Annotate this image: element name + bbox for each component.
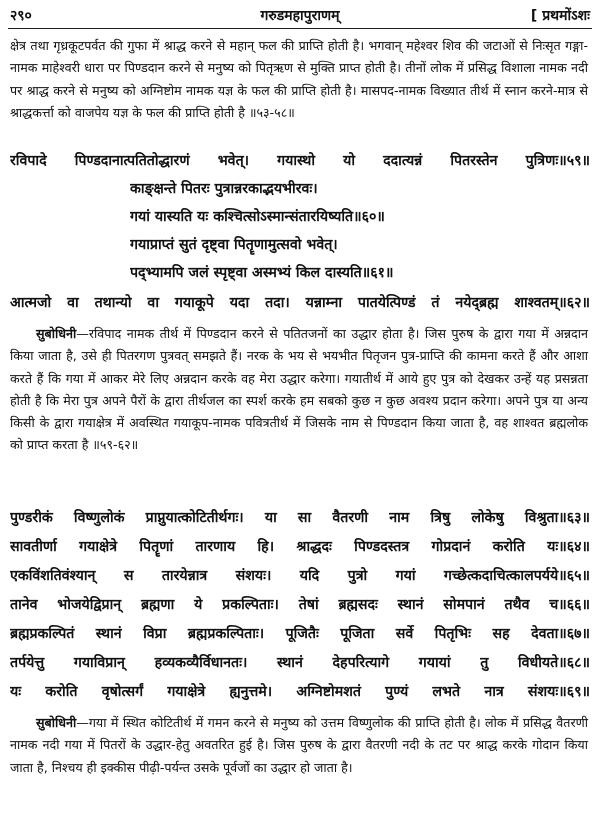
verse-line: तर्पयेत्तु गयाविप्रान् हव्यकव्यैर्विधानतः। स्थानं देहपरित्यागे गयायां तु विधीयते॥६८॥ [10,655,590,671]
commentary-label: सुबोधिनी [36,715,77,730]
commentary-label: सुबोधिनी [36,326,77,341]
verse-line: तानेव भोजयेद्विप्रान् ब्रह्मणा ये प्रकल्पिताः। तेषां ब्रह्मसदः स्थानं सोमपानं तथैव च॥६६॥ [10,597,590,613]
verse-line: गयाप्राप्तं सुतं दृष्ट्वा पितॄणामुत्सवो भवेत्। [130,237,338,253]
book-title: गरुडमहापुराणम् [260,8,340,24]
verse-line: सावतीर्णा गयाक्षेत्रे पितॄणां तारणाय हि। श्राद्धदः पिण्डदस्तत्र गोप्रदानं करोति यः॥६४॥ [10,539,590,555]
verse-line: पुण्डरीकं विष्णुलोकं प्राप्नुयात्कोटितीर्थगः। या सा वैतरणी नाम त्रिषु लोकेषु विश्रुता॥६३॥ [10,510,590,526]
page-number: २९० [10,8,32,24]
commentary-paragraph [10,323,588,457]
prose-paragraph: क्षेत्र तथा गृध्रकूटपर्वत की गुफा में श्राद्ध करने से महान् फल की प्राप्ति होती है। भगवान् महेश्वर शिव की जटाओं से निःसृत गङ्गा-नामक माहेश्वरी धारा पर पिण्डदान करने से मनुष्य को पितृऋण से मुक्ति प्राप्त होती है। तीनों लोक में प्रसिद्ध विशाला नामक नदी पर श्राद्ध करने से मनुष्य को अग्निष्टोम नामक यज्ञ के फल की प्राप्ति होती है। मासपद-नामक विख्यात तीर्थ में स्नान करने-मात्र से श्राद्धकर्त्ता को वाजपेय यज्ञ के फल की प्राप्ति होती है ॥५३-५८॥ [10,38,588,120]
verse-line: एकविंशतिवंश्यान् स तारयेन्नात्र संशयः। यदि पुत्रो गयां गच्छेत्कदाचित्कालपर्यये॥६५॥ [10,568,590,584]
running-header [10,4,590,26]
section-label: [ प्रथमोंऽशः [530,8,590,24]
commentary-text: —रविपाद नामक तीर्थ में पिण्डदान करने से पतितजनों का उद्धार होता है। जिस पुरुष के द्वारा गया में अन्नदान किया जाता है, उसे ही पितरगण पुत्रवत् समझते हैं। नरक के भय से भयभीत पितृजन पुत्र-प्राप्ति की कामना करते हैं और आशा करते हैं कि गया में आकर मेरे लिए अन्नदान करके वह मेरा उद्धार करेगा। गयातीर्थ में आये हुए पुत्र को देखकर उन्हें यह प्रसन्नता होती है कि मेरा पुत्र अपने पैरों के द्वारा तीर्थजल का स्पर्श करके हम सबको कुछ न कुछ अवश्य प्रदान करेगा। अपने पुत्र या अन्य किसी के द्वारा गयाक्षेत्र में अवस्थित गयाकूप-नामक पवित्रतीर्थ में जिसके नाम से पिण्डदान किया जाता है, वह शाश्वत ब्रह्मलोक को प्राप्त करता है ॥५९-६२॥ [10,326,588,453]
verse-line: पद्भ्यामपि जलं स्पृष्ट्वा अस्मभ्यं किल दास्यति॥६१॥ [130,265,394,281]
header-rule [8,28,592,29]
verse-line: ब्रह्मप्रकल्पितं स्थानं विप्रा ब्रह्मप्रकल्पिताः। पूजितैः पूजिता सर्वे पितृभिः सह देवता॥६७॥ [10,626,590,642]
verse-line: काङ्क्षन्ते पितरः पुत्रान्नरकाद्भयभीरवः। [130,181,318,197]
commentary-paragraph [10,712,588,779]
commentary-text: —गया में स्थित कोटितीर्थ में गमन करने से मनुष्य को उत्तम विष्णुलोक की प्राप्ति होती है। लोक में प्रसिद्ध वैतरणी नामक नदी गया में पितरों के उद्धार-हेतु अवतरित हुई है। जिस पुरुष के द्वारा वैतरणी नदी के तट पर श्राद्ध करके गोदान किया जाता है, निश्चय ही इक्कीस पीढ़ी-पर्यन्त उसके पूर्वजों का उद्धार हो जाता है। [10,715,588,775]
verse-line: यः करोति वृषोत्सर्गं गयाक्षेत्रे ह्यनुत्तमे। अग्निष्टोमशतं पुण्यं लभते नात्र संशयः॥६९॥ [10,684,590,700]
verse-line: गयां यास्यति यः कश्चित्सोऽस्मान्संतारयिष्यति॥६०॥ [130,209,385,225]
verse-line: आत्मजो वा तथान्यो वा गयाकूपे यदा तदा। यन्नाम्ना पातयेत्पिण्डं तं नयेद्ब्रह्म शाश्वतम्॥६२॥ [10,295,590,311]
verse-line: रविपादे पिण्डदानात्पतितोद्धारणं भवेत्। गयास्थो यो ददात्यन्नं पितरस्तेन पुत्रिणः॥५९॥ [10,153,590,169]
